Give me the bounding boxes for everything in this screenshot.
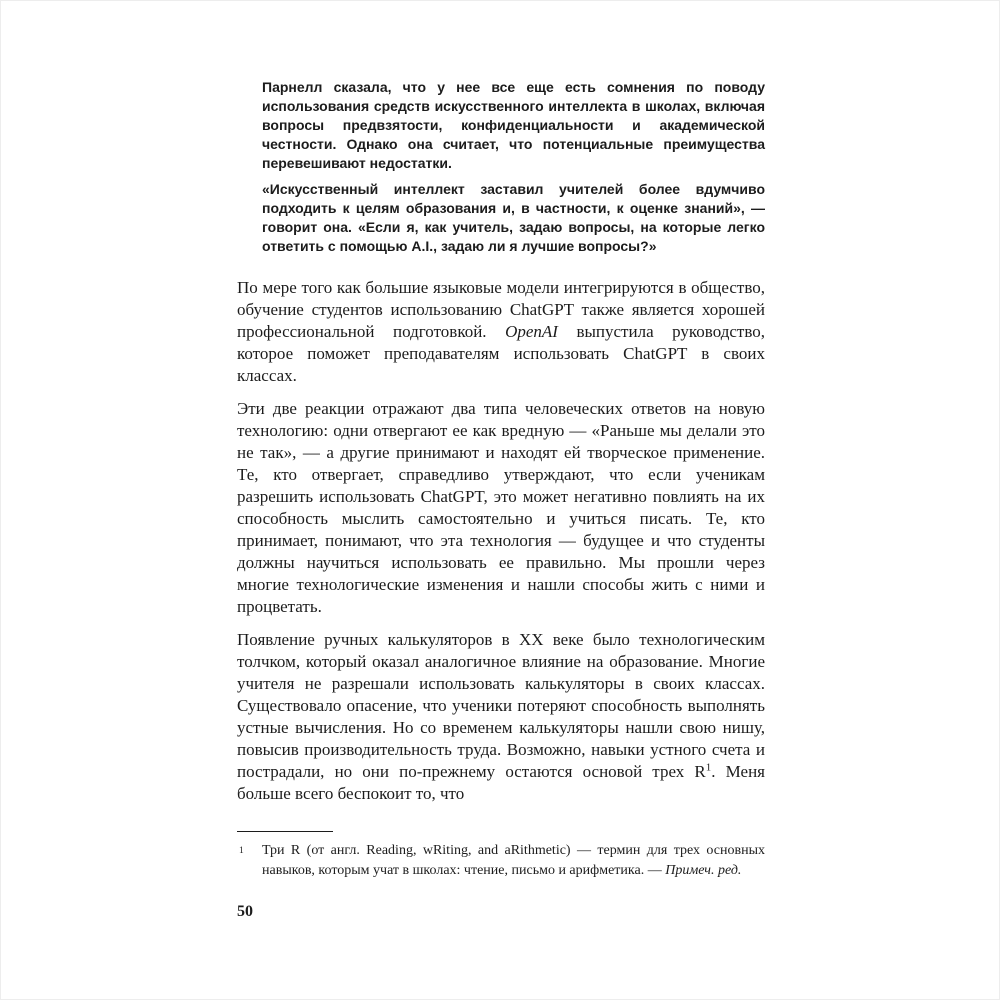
body-paragraph-2: Эти две реакции отражают два типа человеческих ответов на новую технологию: одни отвергают ее как вредную — «Раньше мы делали это не так», — а другие принимают и находят ей творческое применение. Те, кто отвергает, справедливо утверждают, что если ученикам разрешить использовать ChatGPT, это может негативно повлиять на их способность мыслить самостоятельно и учиться писать. Те, кто принимает, понимают, что эта технология — будущее и что студенты должны научиться использовать ее правильно. Мы прошли через многие технологические изменения и нашли способы жить с ними и процветать. <box>237 399 765 616</box>
footnote-divider <box>237 831 333 832</box>
openai-italic-text: OpenAI <box>505 322 558 341</box>
footnote-text: Три R (от англ. Reading, wRiting, and aRithmetic) — термин для трех основных навыков, которым учат в школах: чтение, письмо и арифметика. — <box>262 843 765 878</box>
footnote-marker: 1 <box>239 846 244 856</box>
footnote-reference: 1 <box>705 761 712 774</box>
blockquote <box>262 78 765 256</box>
body-text: Появление ручных калькуляторов в XX веке было технологическим толчком, который оказал аналогичное влияние на образование. Многие учителя не разрешали использовать калькуляторы в своих классах. Существовало опасение, что ученики потеряют способность выполнять устные вычисления. Но со временем калькуляторы нашли свою нишу, повысив производительность труда. Возможно, навыки устного счета и пострадали, но они по-прежнему остаются основой трех R <box>237 630 765 781</box>
page-number: 50 <box>237 903 253 920</box>
footnote <box>237 841 765 881</box>
body-paragraph-3 <box>237 629 765 805</box>
body-text: выпустила руководство, которое поможет преподавателям использовать ChatGPT в своих классах. <box>237 322 765 385</box>
quote-paragraph-1: Парнелл сказала, что у нее все еще есть сомнения по поводу использования средств искусственного интеллекта в школах, включая вопросы предвзятости, конфиденциальности и академической честности. Однако она считает, что потенциальные преимущества перевешивают недостатки. <box>262 79 765 171</box>
quote-paragraph-2: «Искусственный интеллект заставил учителей более вдумчиво подходить к целям образования и, в частности, к оценке знаний», — говорит она. «Если я, как учитель, задаю вопросы, на которые легко ответить с помощью A.I., задаю ли я лучшие вопросы?» <box>262 181 765 254</box>
body-paragraph-1 <box>237 277 765 387</box>
body-text: . Меня больше всего беспокоит то, что <box>237 762 765 803</box>
page-content <box>237 78 765 881</box>
footnote-editor-note: Примеч. ред. <box>665 863 742 878</box>
body-text: По мере того как большие языковые модели интегрируются в общество, обучение студентов использованию ChatGPT также является хорошей профессиональной подготовкой. <box>237 278 765 341</box>
